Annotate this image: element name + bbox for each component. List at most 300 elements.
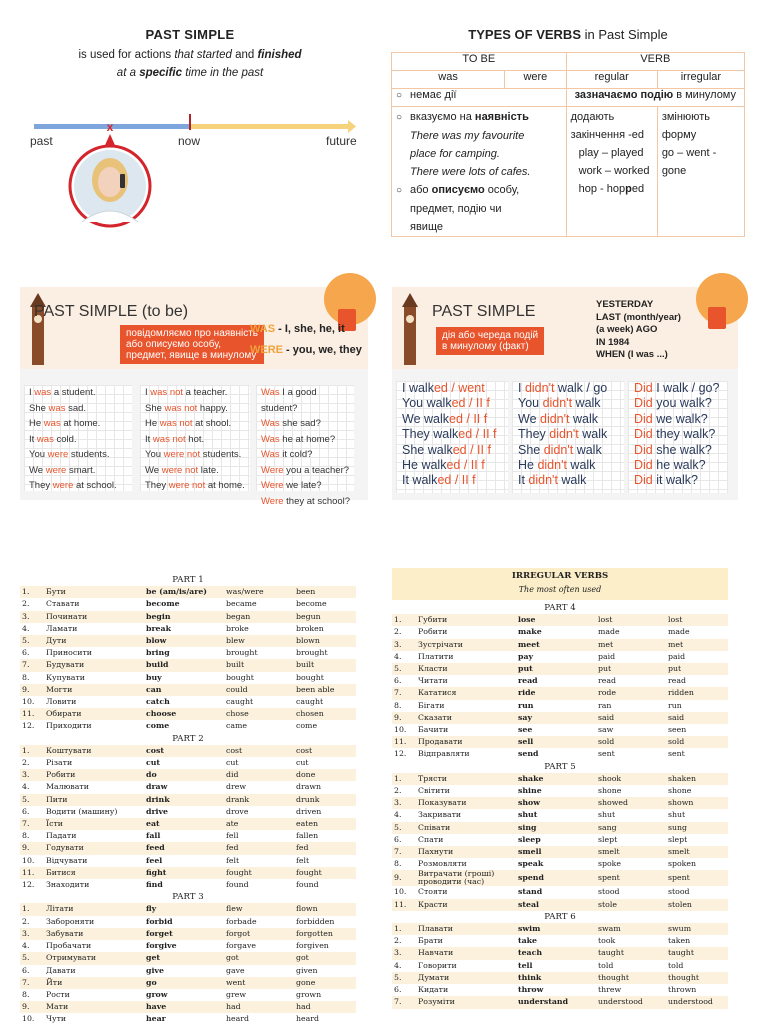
highlighted-verb: were not <box>168 480 206 491</box>
ukrainian-verb: Різати <box>46 758 73 768</box>
sentence-part: You <box>29 449 48 460</box>
ukrainian-verb: Робити <box>418 627 448 637</box>
sentence-part: It <box>518 473 529 488</box>
past-simple-form: built <box>224 659 294 671</box>
past-simple-form: sang <box>596 822 666 834</box>
row-number: 5. <box>20 635 44 647</box>
verb-types-table <box>391 52 745 237</box>
example-sentence <box>628 458 728 473</box>
past-participle: swum <box>666 923 728 935</box>
row-number: 3. <box>392 639 416 651</box>
highlighted-verb: were <box>47 449 69 460</box>
row-number: 6. <box>22 806 30 816</box>
past-participle: stolen <box>666 899 728 911</box>
past-simple-form: smelt <box>596 846 666 858</box>
table-row <box>392 785 728 797</box>
past-participle: been <box>294 586 356 598</box>
table-row <box>20 842 356 854</box>
past-simple-form: forbade <box>226 916 257 926</box>
sentence-part: walk <box>578 427 608 442</box>
past-participle: done <box>294 769 356 781</box>
past-participle: cut <box>296 758 309 768</box>
row-number: 7. <box>392 846 416 858</box>
negative-column <box>140 385 250 491</box>
part-label: PART 2 <box>20 733 356 745</box>
past-participle: slept <box>668 834 688 844</box>
past-simple-form: sold <box>596 736 666 748</box>
infinitive: teach <box>516 947 596 959</box>
infinitive: forgive <box>146 941 177 951</box>
past-simple-form: said <box>596 712 666 724</box>
table-row <box>20 965 356 977</box>
ukrainian-verb: Пахнути <box>416 846 516 858</box>
example-sentence <box>24 401 132 417</box>
card-banner <box>436 327 544 355</box>
infinitive: cut <box>146 758 161 768</box>
ukrainian-verb: Трясти <box>416 773 516 785</box>
highlighted-verb: Were <box>261 464 284 476</box>
infinitive: go <box>144 977 224 989</box>
row-number: 6. <box>394 985 402 995</box>
past-simple-to-be-card <box>20 287 368 507</box>
example-sentence <box>24 463 132 479</box>
ukrainian-verb: Читати <box>418 676 448 686</box>
sentence-part: It <box>29 433 37 445</box>
highlighted-verb: Did <box>634 381 653 395</box>
sentence-part: walk <box>566 458 596 473</box>
infinitive: feel <box>146 855 163 865</box>
infinitive: say <box>516 712 596 724</box>
table-row <box>392 996 728 1008</box>
table-row <box>20 806 356 818</box>
ukrainian-verb: Кидати <box>418 985 449 995</box>
sentence-part: hot. <box>185 433 205 445</box>
example-sentence <box>396 427 508 442</box>
row-number: 5. <box>392 663 416 675</box>
example-sentence <box>24 432 132 448</box>
table-row <box>20 879 356 891</box>
past-participle: stood <box>668 887 690 897</box>
highlighted-verb: was <box>43 418 61 429</box>
example-sentence <box>512 458 624 473</box>
past-participle: forgotten <box>294 928 356 940</box>
past-participle: sold <box>666 736 728 748</box>
infinitive: ride <box>516 687 596 699</box>
past-participle: fed <box>294 842 356 854</box>
past-simple-form: caught <box>226 697 254 707</box>
past-simple-form: threw <box>598 985 622 995</box>
example-sentence <box>396 381 508 396</box>
table-row <box>20 684 356 696</box>
verb-types-header-row <box>392 53 745 71</box>
past-participle: put <box>666 663 728 675</box>
highlighted-verb: Did <box>634 411 653 426</box>
ukrainian-verb: Розуміти <box>416 996 516 1008</box>
ukrainian-verb: Продавати <box>416 736 516 748</box>
example-sentence <box>396 473 508 488</box>
sentence-part: you walk? <box>652 396 712 411</box>
ukrainian-verb: Навчати <box>416 947 516 959</box>
sentence-part: She <box>518 442 544 457</box>
sentence-part: We walk <box>402 411 450 426</box>
past-simple-form: came <box>226 721 248 731</box>
ukrainian-verb: Співати <box>416 822 516 834</box>
infinitive: shine <box>518 786 542 796</box>
sentence-part: He <box>518 458 538 473</box>
focus-text: зазначаємо <box>574 89 641 101</box>
infinitive: run <box>518 700 534 710</box>
past-simple-form: brought <box>226 648 258 658</box>
table-row <box>20 855 356 867</box>
desc-text: and <box>231 49 258 61</box>
highlighted-verb: Did <box>634 442 653 457</box>
infinitive: give <box>146 965 164 975</box>
past-participle: forgiven <box>296 941 329 951</box>
sentence-part: You walk <box>402 396 452 411</box>
highlighted-verb: Was <box>261 433 280 445</box>
past-simple-form: broke <box>226 623 249 633</box>
sentence-part: it cold? <box>279 449 313 460</box>
timeline-future-segment <box>190 124 350 129</box>
past-simple-form: spoke <box>598 859 622 869</box>
regular-usage <box>566 107 657 237</box>
past-participle: spoken <box>668 859 697 869</box>
example-sentence <box>628 443 728 458</box>
past-simple-form: went <box>224 977 294 989</box>
past-simple-form: found <box>226 880 249 890</box>
infinitive: forget <box>144 928 224 940</box>
sentence-part: they walk? <box>652 427 716 442</box>
past-participle: made <box>668 627 690 637</box>
sentence-part: he at home? <box>279 433 336 445</box>
row-number: 5. <box>20 794 44 806</box>
highlighted-verb: didn't <box>528 473 558 488</box>
row-number: 3. <box>20 769 44 781</box>
past-participle: eaten <box>294 818 356 830</box>
past-participle: driven <box>296 806 322 816</box>
past-simple-form: told <box>598 960 614 970</box>
past-participle: fallen <box>296 831 319 841</box>
table-row <box>20 818 356 830</box>
ukrainian-verb: Падати <box>46 831 77 841</box>
regular-text: додають <box>570 111 615 123</box>
table-part-row <box>392 602 728 614</box>
ukrainian-verb: Починати <box>44 611 144 623</box>
desc-text: finished <box>257 49 302 61</box>
to-be-header: TO BE <box>392 53 567 71</box>
table-row <box>20 903 356 915</box>
row-number: 4. <box>22 623 30 633</box>
infinitive: forbid <box>146 916 173 926</box>
table-row <box>392 639 728 651</box>
past-simple-form: ate <box>224 818 294 830</box>
row-number: 2. <box>22 599 30 609</box>
part-label: PART 6 <box>392 911 728 923</box>
row-number: 10. <box>394 725 407 735</box>
row-number: 9. <box>392 712 416 724</box>
past-participle: become <box>296 599 327 609</box>
ukrainian-verb: Водити (машину) <box>46 806 118 816</box>
table-row <box>20 781 356 793</box>
sentence-part: I walk / go? <box>652 381 720 395</box>
example-sentence <box>512 473 624 488</box>
sentence-part: late. <box>198 464 219 476</box>
row-number: 2. <box>394 936 402 946</box>
banner-line: предмет, явище в минулому <box>126 350 257 361</box>
row-number: 7. <box>20 659 44 671</box>
row-number: 11. <box>20 708 44 720</box>
infinitive: sleep <box>518 834 541 844</box>
table-row <box>20 745 356 757</box>
sentence-part: She <box>145 402 165 414</box>
table-row <box>392 773 728 785</box>
highlighted-verb: ed / II f <box>451 396 490 411</box>
infinitive: pay <box>518 651 534 661</box>
table-row <box>392 984 728 996</box>
past-participle: lost <box>666 614 728 626</box>
row-number: 7. <box>392 687 416 699</box>
example-sentence <box>628 412 728 427</box>
ukrainian-verb: Забувати <box>44 928 144 940</box>
highlighted-verb: ed / II f <box>446 458 485 473</box>
row-number: 5. <box>392 972 416 984</box>
past-participle: blown <box>294 635 356 647</box>
table-row <box>392 899 728 911</box>
infinitive: find <box>146 880 163 890</box>
ukrainian-verb: Закривати <box>418 810 462 820</box>
row-number: 6. <box>394 676 402 686</box>
past-participle: smelt <box>666 846 728 858</box>
ukrainian-verb: Мати <box>44 1001 144 1013</box>
example-sentence <box>256 494 354 510</box>
row-number: 1. <box>20 586 44 598</box>
example-sentence <box>140 385 250 401</box>
sentence-part: smart. <box>66 464 96 476</box>
past-simple-form: fought <box>224 867 294 879</box>
row-number: 4. <box>394 960 402 970</box>
example-sentence <box>396 458 508 473</box>
highlighted-verb: Was <box>261 387 280 398</box>
past-simple-form: could <box>224 684 294 696</box>
regular-text: ed <box>631 183 645 195</box>
infinitive: grow <box>146 989 168 999</box>
to-be-usage-1 <box>392 89 567 107</box>
row-number: 9. <box>20 842 44 854</box>
past-simple-form: felt <box>226 855 240 865</box>
banner-line: дія або череда подій <box>442 330 539 341</box>
infinitive: do <box>144 769 224 781</box>
past-simple-form: thought <box>596 972 666 984</box>
irregular-text: go – went - gone <box>661 147 717 177</box>
past-participle: caught <box>296 697 324 707</box>
bullet-text: явище <box>410 221 443 233</box>
past-participle: ridden <box>666 687 728 699</box>
past-participle: run <box>668 700 682 710</box>
sentence-part: walk <box>572 396 601 411</box>
table-row <box>392 960 728 972</box>
ukrainian-verb: Дути <box>44 635 144 647</box>
infinitive: break <box>146 623 171 633</box>
row-number: 9. <box>20 1001 44 1013</box>
table-row <box>392 809 728 821</box>
phone-icon <box>120 174 125 188</box>
ukrainian-verb: Ставати <box>46 599 80 609</box>
example-sentence <box>24 478 132 494</box>
infinitive: see <box>518 725 533 735</box>
were-keyword: WERE <box>250 344 283 356</box>
past-simple-form: shook <box>596 773 666 785</box>
table-row <box>392 712 728 724</box>
infinitive: steal <box>516 899 596 911</box>
infinitive: tell <box>518 960 533 970</box>
example-sentence <box>140 416 250 432</box>
ukrainian-verb: Відправляти <box>418 749 470 759</box>
past-participle: brought <box>296 648 328 658</box>
sentence-part: We <box>29 464 46 476</box>
past-simple-form: gave <box>226 965 245 975</box>
table-row <box>20 635 356 647</box>
row-number: 5. <box>392 822 416 834</box>
bullet-text: особу, <box>484 184 520 196</box>
table-row <box>392 614 728 626</box>
sentence-part: she walk? <box>652 442 712 457</box>
past-participle: bought <box>296 672 324 682</box>
table-row <box>392 834 728 846</box>
table-row <box>20 720 356 732</box>
past-participle: seen <box>668 725 687 735</box>
ukrainian-verb: Приносити <box>46 648 92 658</box>
past-simple-description <box>40 46 340 82</box>
question-column <box>256 385 354 507</box>
ukrainian-verb: Спати <box>418 834 444 844</box>
infinitive: blow <box>144 635 224 647</box>
verb-types-title-rest: in Past Simple <box>581 27 668 42</box>
ukrainian-verb: Говорити <box>418 960 457 970</box>
sentence-part: at school. <box>73 480 117 491</box>
affirmative-column <box>396 381 508 493</box>
ukrainian-verb: Обирати <box>44 708 144 720</box>
table-row <box>20 623 356 635</box>
highlighted-verb: was not <box>159 418 193 429</box>
ukrainian-verb: Йти <box>44 977 144 989</box>
infinitive: think <box>516 972 596 984</box>
infinitive: feed <box>144 842 224 854</box>
row-number: 4. <box>22 941 30 951</box>
table-row <box>20 598 356 610</box>
row-number: 7. <box>392 996 416 1008</box>
past-participle: understood <box>666 996 728 1008</box>
row-number: 6. <box>394 834 402 844</box>
past-simple-form: shut <box>598 810 616 820</box>
highlighted-verb: ed / II f <box>449 411 488 426</box>
highlighted-verb: ed / went <box>433 381 485 395</box>
irregular-text: форму <box>661 129 697 141</box>
sentence-part: I a good student? <box>261 387 317 414</box>
past-simple-form: chose <box>224 708 294 720</box>
sentence-part: He <box>145 418 160 429</box>
verb-types-row-2 <box>392 107 745 237</box>
sentence-part: happy. <box>197 402 228 414</box>
ukrainian-verb: Бути <box>44 586 144 598</box>
highlighted-verb: didn't <box>543 442 574 457</box>
row-number: 11. <box>20 867 44 879</box>
bullet-text-bold: наявність <box>474 111 529 123</box>
verb-types-subheader-row <box>392 71 745 89</box>
example-sentence <box>24 385 132 401</box>
sentence-part: I <box>145 387 151 398</box>
table-row <box>392 846 728 858</box>
ukrainian-verb: Кататися <box>416 687 516 699</box>
desc-text: specific <box>139 67 183 79</box>
ukrainian-verb: Стояти <box>418 887 448 897</box>
past-simple-form: forgot <box>224 928 294 940</box>
highlighted-verb: ed / II f <box>452 442 491 457</box>
sentence-part: at shool. <box>192 418 232 429</box>
infinitive: become <box>146 599 180 609</box>
table-row <box>392 870 728 886</box>
infinitive: buy <box>146 672 162 682</box>
highlighted-verb: Was <box>261 418 280 429</box>
sentence-part: They walk <box>402 427 459 442</box>
decorative-shape-icon <box>682 287 738 337</box>
past-simple-form: grew <box>226 989 247 999</box>
ukrainian-verb: Красти <box>416 899 516 911</box>
timeline-past-segment <box>34 124 194 129</box>
past-simple-form: fell <box>226 831 239 841</box>
part-label: PART 4 <box>392 602 728 614</box>
highlighted-verb: were <box>52 480 74 491</box>
sentence-part: students. <box>200 449 242 460</box>
past-simple-form: made <box>598 627 620 637</box>
infinitive: fly <box>144 903 224 915</box>
ukrainian-verb: Зустрічати <box>416 639 516 651</box>
time-marker: YESTERDAY <box>596 299 654 310</box>
highlighted-verb: were not <box>161 464 199 476</box>
past-participle: grown <box>296 989 322 999</box>
sentence-part: walk <box>569 411 598 426</box>
sentence-part: She <box>29 402 49 414</box>
highlighted-verb: was not <box>152 433 186 445</box>
past-participle: thought <box>666 972 728 984</box>
question-column <box>628 381 728 493</box>
time-marker: LAST (month/year) <box>596 311 681 323</box>
highlighted-verb: ed / II f <box>437 473 476 488</box>
table-row <box>20 611 356 623</box>
table-row <box>392 724 728 736</box>
ukrainian-verb: Витрачати (гроші) проводити (час) <box>416 870 516 886</box>
past-simple-form: blew <box>224 635 294 647</box>
table-row <box>20 867 356 879</box>
table-row <box>20 977 356 989</box>
past-participle: chosen <box>294 708 356 720</box>
row-number: 3. <box>20 928 44 940</box>
ukrainian-verb: Бачити <box>418 725 449 735</box>
infinitive: catch <box>146 697 170 707</box>
row-number: 3. <box>392 947 416 959</box>
example-sentence <box>628 396 728 411</box>
example-sentence <box>396 396 508 411</box>
past-participle: paid <box>668 651 686 661</box>
verb-header: VERB <box>566 53 744 71</box>
irregular-verbs-table-left <box>20 574 356 1026</box>
time-markers <box>596 299 681 362</box>
ukrainian-verb: Отримувати <box>44 952 144 964</box>
ukrainian-verb: Чути <box>46 1014 67 1024</box>
infinitive: fall <box>146 831 161 841</box>
timeline-diagram <box>30 110 360 250</box>
past-simple-form: drove <box>226 806 249 816</box>
past-simple-form: cost <box>224 745 294 757</box>
